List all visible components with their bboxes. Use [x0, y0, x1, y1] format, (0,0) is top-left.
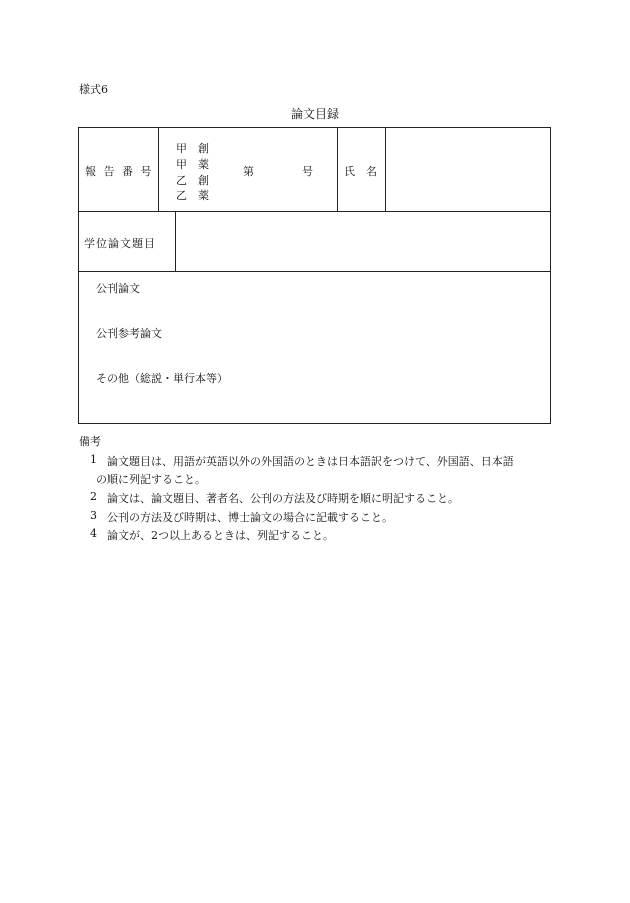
- go-label: 号: [302, 165, 313, 178]
- note-4-text: 論文が、2つ以上あるときは、列記すること。: [107, 529, 334, 542]
- reference-paper-label: 公刊参考論文: [96, 327, 162, 340]
- category-otsu-yaku: 乙 薬: [176, 189, 209, 202]
- others-label: その他（総説・単行本等）: [96, 372, 228, 385]
- form-number: 様式6: [79, 83, 108, 96]
- category-kou-yaku: 甲 薬: [176, 158, 209, 171]
- name-field[interactable]: [390, 132, 546, 207]
- note-3-text: 公刊の方法及び時期は、博士論文の場合に記載すること。: [107, 511, 393, 524]
- note-4-number: 4: [90, 527, 97, 540]
- dai-label: 第: [243, 165, 254, 178]
- note-3-number: 3: [90, 509, 97, 522]
- report-number-label: 報 告 番 号: [85, 165, 154, 178]
- note-1-text-cont: の順に列記すること。: [96, 473, 206, 486]
- name-label: 氏 名: [344, 165, 377, 178]
- note-2-text: 論文は、論文題目、著者名、公刊の方法及び時期を順に明記すること。: [107, 492, 459, 505]
- note-1-text: 論文題目は、用語が英語以外の外国語のときは日本語訳をつけて、外国語、日本語: [107, 455, 514, 468]
- col-divider-2: [337, 127, 338, 212]
- col-divider-3: [385, 127, 386, 212]
- thesis-title-field[interactable]: [180, 215, 546, 267]
- col-divider-4: [175, 211, 176, 272]
- published-paper-label: 公刊論文: [96, 282, 140, 295]
- category-otsu-so: 乙 創: [176, 174, 209, 187]
- row-divider-1: [78, 211, 551, 212]
- note-2-number: 2: [90, 490, 97, 503]
- page-title: 論文目録: [290, 107, 339, 121]
- category-kou-so: 甲 創: [176, 142, 209, 155]
- notes-heading: 備考: [79, 435, 101, 448]
- row-divider-2: [78, 271, 551, 272]
- col-divider-1: [158, 127, 159, 212]
- thesis-title-label: 学位論文題目: [84, 237, 156, 250]
- note-1-number: 1: [90, 453, 97, 466]
